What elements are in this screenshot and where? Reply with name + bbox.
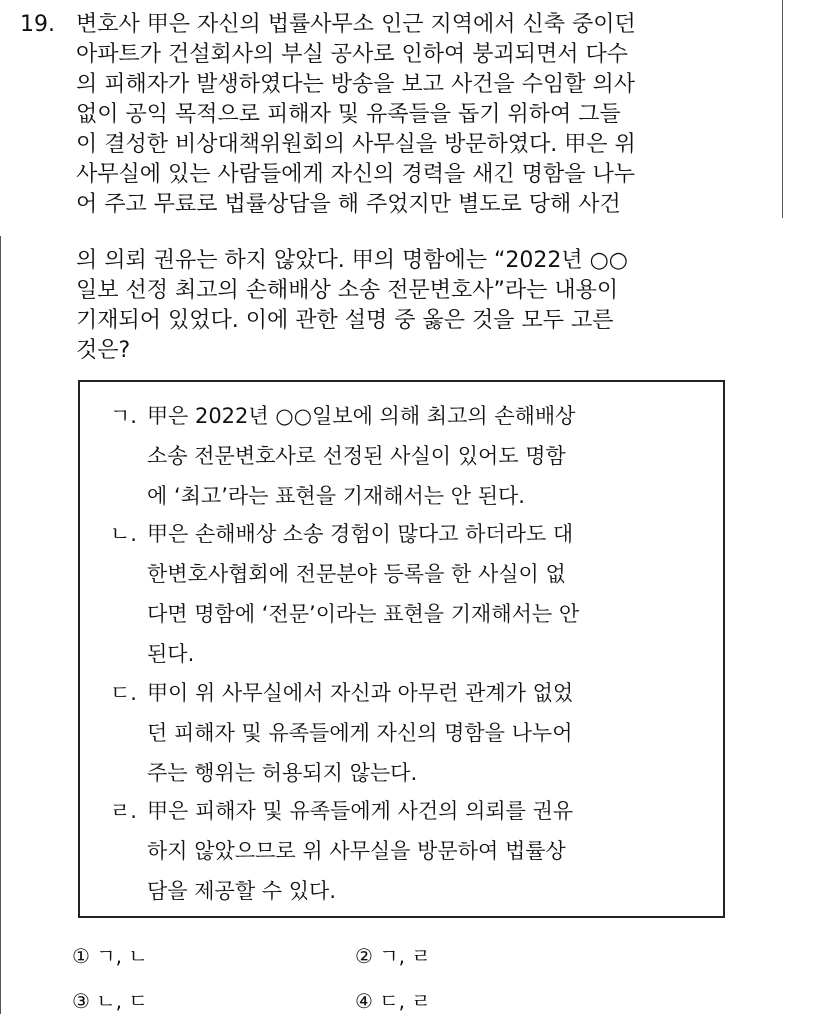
- statement-line: 소송 전문변호사로 선정된 사실이 있어도 명함: [147, 444, 566, 468]
- question-number: 19.: [20, 12, 55, 37]
- stem-line: 의 피해자가 발생하였다는 방송을 보고 사건을 수임할 의사: [76, 72, 636, 97]
- choice-1[interactable]: ① ㄱ, ㄴ: [72, 944, 148, 968]
- statement-line: 다면 명함에 ‘전문’이라는 표현을 기재해서는 안: [147, 602, 580, 626]
- stem-line: 변호사 甲은 자신의 법률사무소 인근 지역에서 신축 중이던: [76, 12, 636, 37]
- statement-box: [78, 380, 725, 918]
- statement-line: 던 피해자 및 유족들에게 자신의 명함을 나누어: [147, 721, 573, 745]
- stem-line: 없이 공익 목적으로 피해자 및 유족들을 돕기 위하여 그들: [76, 102, 621, 127]
- question-stem-top: [76, 10, 756, 220]
- column-divider-left: [0, 236, 1, 1014]
- stem-line: 이 결성한 비상대책위원회의 사무실을 방문하였다. 甲은 위: [76, 132, 636, 157]
- statement-line: 하지 않았으므로 위 사무실을 방문하여 법률상: [147, 839, 566, 863]
- stem-line: 아파트가 건설회사의 부실 공사로 인하여 붕괴되면서 다수: [76, 42, 629, 67]
- stem-line: 일보 선정 최고의 손해배상 소송 전문변호사”라는 내용이: [76, 278, 619, 303]
- statement-marker: ㄱ.: [110, 404, 137, 428]
- statement-line: 된다.: [147, 642, 195, 666]
- column-divider-right: [782, 0, 783, 218]
- statement-line: 한변호사협회에 전문분야 등록을 한 사실이 없: [147, 562, 566, 586]
- statement-line: 담을 제공할 수 있다.: [147, 879, 336, 903]
- stem-line: 기재되어 있었다. 이에 관한 설명 중 옳은 것을 모두 고른: [76, 308, 614, 333]
- statement-line: 주는 행위는 허용되지 않는다.: [147, 761, 418, 785]
- stem-line: 어 주고 무료로 법률상담을 해 주었지만 별도로 당해 사건: [76, 192, 621, 217]
- statement-marker: ㄹ.: [110, 799, 137, 823]
- question-stem-bottom: [76, 246, 756, 366]
- choice-4[interactable]: ④ ㄷ, ㄹ: [355, 989, 431, 1013]
- statement-line: 甲은 손해배상 소송 경험이 많다고 하더라도 대: [147, 522, 574, 546]
- statement-line: 에 ‘최고’라는 표현을 기재해서는 안 된다.: [147, 484, 525, 508]
- statement-line: 甲은 2022년 ○○일보에 의해 최고의 손해배상: [147, 404, 576, 428]
- statement-marker: ㄷ.: [110, 681, 137, 705]
- statement-line: 甲이 위 사무실에서 자신과 아무런 관계가 없었: [147, 681, 574, 705]
- choice-3[interactable]: ③ ㄴ, ㄷ: [72, 989, 148, 1013]
- statement-line: 甲은 피해자 및 유족들에게 사건의 의뢰를 권유: [147, 799, 574, 823]
- stem-line: 사무실에 있는 사람들에게 자신의 경력을 새긴 명함을 나누: [76, 162, 636, 187]
- choice-2[interactable]: ② ㄱ, ㄹ: [355, 944, 431, 968]
- stem-line: 것은?: [76, 338, 131, 363]
- statement-marker: ㄴ.: [110, 522, 137, 546]
- stem-line: 의 의뢰 권유는 하지 않았다. 甲의 명함에는 “2022년 ○○: [76, 248, 629, 273]
